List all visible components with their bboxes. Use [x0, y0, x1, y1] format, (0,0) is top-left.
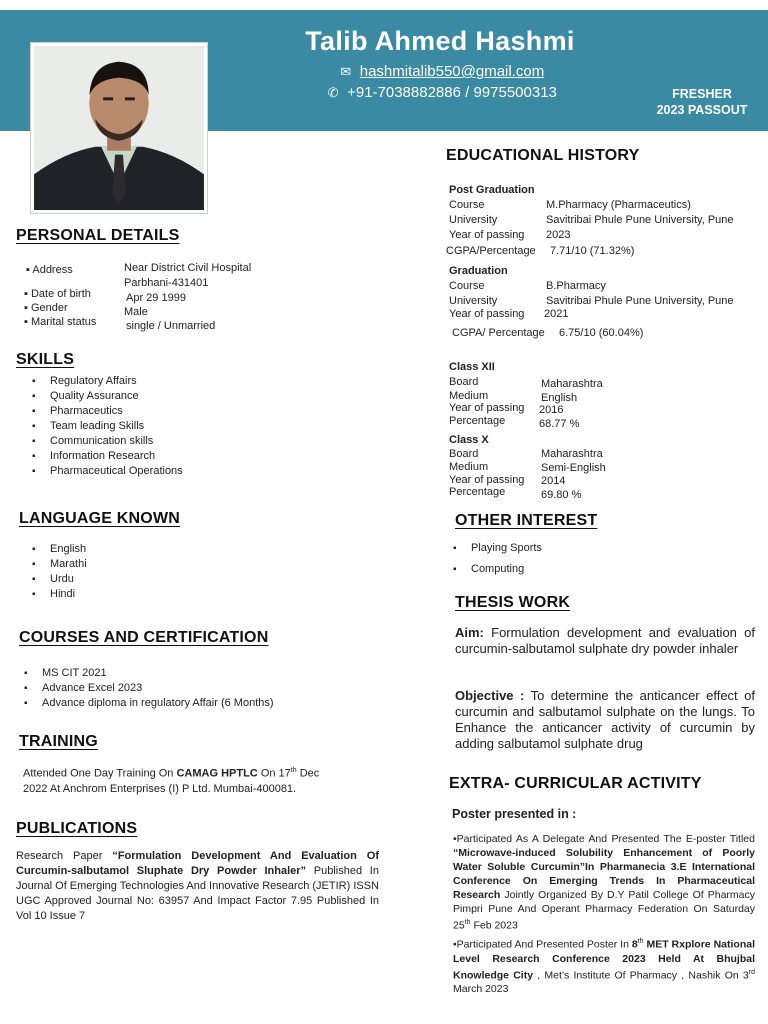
x-pct: 69.80 %	[541, 489, 582, 501]
list-item: ▪ English	[32, 542, 87, 557]
xii-medium: English	[541, 392, 578, 404]
publications-title: PUBLICATIONS	[16, 820, 138, 837]
xii-medium-label: Medium	[449, 390, 489, 402]
ug-cgpa: 6.75/10 (60.04%)	[559, 327, 644, 339]
phone-row	[230, 84, 650, 101]
list-item: ▪ Marathi	[32, 557, 87, 572]
thesis-objective: Objective : To determine the anticancer effect of curcumin and salbutamol sulphate on the lungs. To Enhance the anticancer activity of curcumin by adding salbutamol sulphate drug	[455, 688, 755, 751]
language-list	[32, 542, 87, 602]
phone-number: +91-7038882886 / 9975500313	[347, 84, 557, 101]
education-title: EDUCATIONAL HISTORY	[446, 147, 640, 164]
x-year-label: Year of passing	[449, 474, 525, 486]
x-medium: Semi-English	[541, 462, 606, 474]
ug-course: B.Pharmacy	[546, 280, 606, 292]
ug-cgpa-label: CGPA/ Percentage	[452, 327, 545, 339]
ug-year-label: Year of passing	[449, 308, 525, 320]
courses-list	[24, 666, 274, 711]
pg-univ-label: University	[449, 214, 498, 226]
address-label: ▪ Address	[26, 264, 73, 276]
x-board: Maharashtra	[541, 448, 603, 460]
status-passout: 2023 PASSOUT	[656, 103, 748, 117]
pg-course: M.Pharmacy (Pharmaceutics)	[546, 199, 691, 211]
ug-year: 2021	[544, 308, 569, 320]
email-link[interactable]: hashmitalib550@gmail.com	[359, 63, 545, 80]
email-icon: ✉	[340, 64, 352, 79]
x-heading: Class X	[449, 434, 489, 446]
thesis-aim: Aim: Formulation development and evaluation of curcumin-salbutamol sulphate dry powder inhaler	[455, 625, 755, 656]
xii-year: 2016	[539, 404, 564, 416]
list-item: ▪ Pharmaceutical Operations	[32, 464, 183, 479]
courses-title: COURSES AND CERTIFICATION	[19, 629, 269, 646]
list-item: ▪ Urdu	[32, 572, 87, 587]
x-pct-label: Percentage	[449, 486, 506, 498]
interest-list	[453, 541, 542, 577]
list-item: ▪ Regulatory Affairs	[32, 374, 183, 389]
address-line1: Near District Civil Hospital	[124, 262, 252, 274]
candidate-name: Talib Ahmed Hashmi	[305, 26, 575, 56]
list-item: ▪ Advance diploma in regulatory Affair (6 Months)	[24, 696, 274, 711]
publications-text: Research Paper “Formulation Development And Evaluation Of Curcumin-salbutamol Sluphate Dry Powder Inhaler” Published In Journal Of Emerging Technologies And Innovative Research (JETIR) ISSN UGC Approved Journal No: 63957 And Impact Factor 7.95 Published In Vol 10 Issue 7	[16, 850, 379, 922]
status-block	[640, 86, 764, 118]
training-text: Attended One Day Training On CAMAG HPTLC On 17th Dec 2022 At Anchrom Enterprises (I) P Ltd. Mumbai-400081.	[23, 767, 320, 795]
personal-details-title: PERSONAL DETAILS	[16, 227, 180, 244]
training-title: TRAINING	[19, 733, 98, 750]
thesis-title: THESIS WORK	[455, 594, 571, 611]
skills-title: SKILLS	[16, 351, 75, 368]
pg-heading: Post Graduation	[449, 184, 535, 196]
xii-pct-label: Percentage	[449, 415, 506, 427]
list-item: ▪ Quality Assurance	[32, 389, 183, 404]
dob-value: Apr 29 1999	[126, 292, 186, 304]
poster-item-2: •Participated And Presented Poster In 8th MET Rxplore National Level Research Conference 2023 Held At Bhujbal Knowledge City , Met’s Institute Of Pharmacy , Nashik On 3rd March 2023	[453, 938, 755, 995]
ug-course-label: Course	[449, 280, 485, 292]
x-board-label: Board	[449, 448, 479, 460]
xii-year-label: Year of passing	[449, 402, 525, 414]
profile-photo	[30, 42, 208, 214]
pg-year: 2023	[546, 229, 571, 241]
xii-board: Maharashtra	[541, 378, 603, 390]
list-item: ▪ Information Research	[32, 449, 183, 464]
language-title: LANGUAGE KNOWN	[19, 510, 181, 527]
xii-heading: Class XII	[449, 361, 495, 373]
poster-heading: Poster presented in :	[452, 807, 577, 821]
x-year: 2014	[541, 475, 566, 487]
ug-univ-label: University	[449, 295, 498, 307]
pg-year-label: Year of passing	[449, 229, 525, 241]
xii-pct: 68.77 %	[539, 418, 580, 430]
list-item: ▪ Advance Excel 2023	[24, 681, 274, 696]
portrait-image	[34, 46, 204, 210]
list-item: ▪ MS CIT 2021	[24, 666, 274, 681]
xii-board-label: Board	[449, 376, 479, 388]
skills-list	[32, 374, 183, 479]
ug-univ: Savitribai Phule Pune University, Pune	[546, 295, 734, 307]
x-medium-label: Medium	[449, 461, 489, 473]
list-item: ▪ Team leading Skills	[32, 419, 183, 434]
marital-label: ▪ Marital status	[24, 316, 97, 328]
list-item: ▪ Communication skills	[32, 434, 183, 449]
list-item: ▪ Hindi	[32, 587, 87, 602]
poster-item-1: •Participated As A Delegate And Presented The E-poster Titled “Microwave-induced Solubility Enhancement of Poorly Water Soluble Curcumin”In Pharmanecia 3.E International Conference On Emerging Trends In Pharmaceutical Research Jointly Organized By D.Y Patil College Of Pharmacy Pimpri Pune And Operant Pharmacy Federation On Saturday 25th Feb 2023	[453, 833, 755, 932]
pg-cgpa: 7.71/10 (71.32%)	[550, 245, 635, 257]
list-item: ▪ Pharmaceutics	[32, 404, 183, 419]
interest-title: OTHER INTEREST	[455, 512, 598, 529]
status-fresher: FRESHER	[672, 87, 732, 101]
list-item: ▪ Playing Sports	[453, 541, 542, 562]
gender-value: Male	[124, 306, 148, 318]
address-line2: Parbhani-431401	[124, 277, 209, 289]
ug-heading: Graduation	[449, 265, 508, 277]
email-row	[230, 63, 650, 80]
pg-univ: Savitribai Phule Pune University, Pune	[546, 214, 734, 226]
pg-course-label: Course	[449, 199, 485, 211]
pg-cgpa-label: CGPA/Percentage	[446, 245, 536, 257]
gender-label: ▪ Gender	[24, 302, 68, 314]
marital-value: single / Unmarried	[126, 320, 216, 332]
extra-title: EXTRA- CURRICULAR ACTIVITY	[449, 775, 702, 792]
phone-icon: ✆	[327, 85, 339, 100]
dob-label: ▪ Date of birth	[24, 288, 91, 300]
list-item: ▪ Computing	[453, 562, 542, 577]
